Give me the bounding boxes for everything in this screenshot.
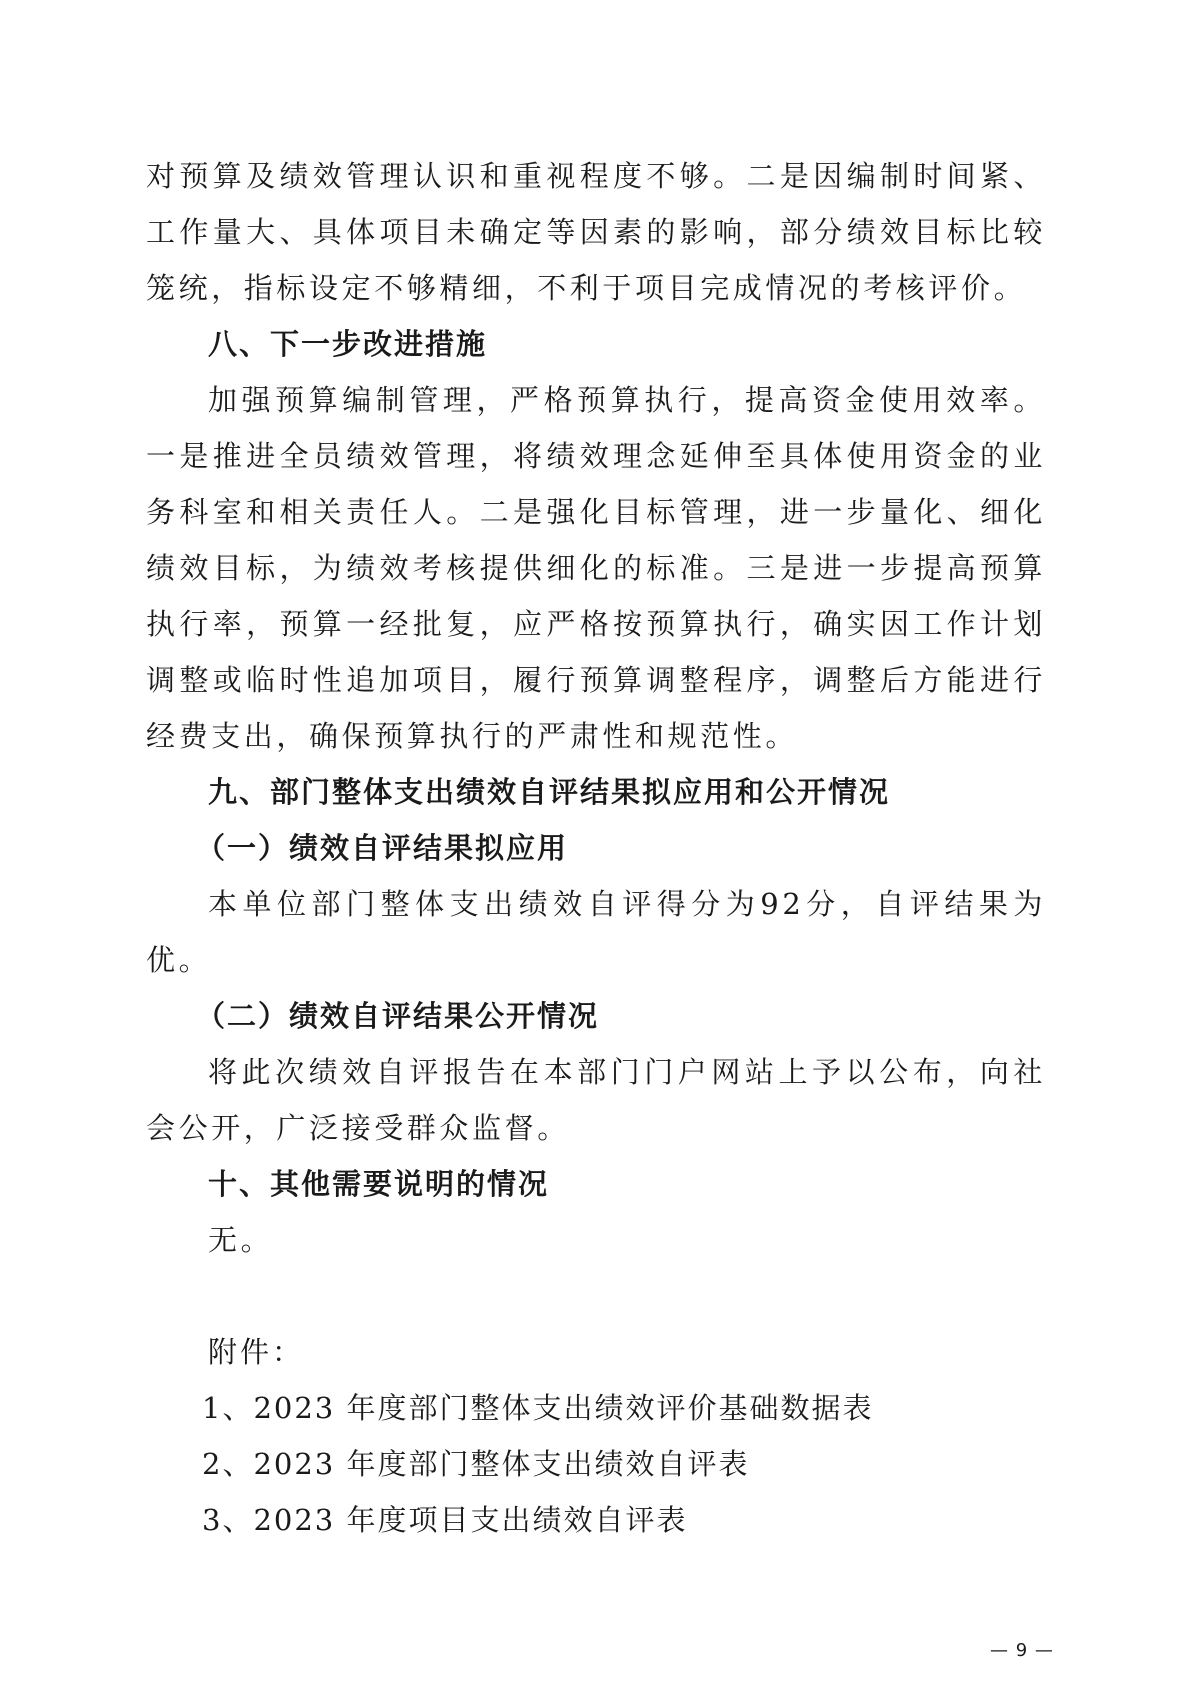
paragraph-disclosure: 将此次绩效自评报告在本部门门户网站上予以公布，向社会公开，广泛接受群众监督。 — [146, 1055, 1046, 1145]
paragraph-none: 无。 — [208, 1223, 274, 1257]
section-heading-8: 八、下一步改进措施 — [208, 327, 488, 361]
attachment-item-2: 2、2023 年度部门整体支出绩效自评表 — [202, 1447, 750, 1481]
spacer — [146, 1268, 1046, 1324]
attachments-label: 附件： — [208, 1335, 305, 1369]
subheading-disclosure: （二）绩效自评结果公开情况 — [196, 999, 600, 1033]
page-number: — 9 — — [990, 1640, 1054, 1661]
attachment-item-3: 3、2023 年度项目支出绩效自评表 — [202, 1503, 688, 1537]
document-body — [146, 148, 1046, 1548]
section-heading-9: 九、部门整体支出绩效自评结果拟应用和公开情况 — [208, 775, 891, 809]
paragraph-score: 本单位部门整体支出绩效自评得分为92分，自评结果为优。 — [146, 887, 1046, 977]
section-heading-10: 十、其他需要说明的情况 — [208, 1167, 550, 1201]
attachment-item-1: 1、2023 年度部门整体支出绩效评价基础数据表 — [202, 1391, 874, 1425]
subheading-application: （一）绩效自评结果拟应用 — [196, 831, 569, 865]
paragraph-improvement-measures: 加强预算编制管理，严格预算执行，提高资金使用效率。一是推进全员绩效管理，将绩效理念延伸至具体使用资金的业务科室和相关责任人。二是强化目标管理，进一步量化、细化绩效目标，为绩效考核提供细化的标准。三是进一步提高预算执行率，预算一经批复，应严格按预算执行，确实因工作计划调整或临时性追加项目，履行预算调整程序，调整后方能进行经费支出，确保预算执行的严肃性和规范性。 — [146, 383, 1046, 753]
paragraph-continued: 对预算及绩效管理认识和重视程度不够。二是因编制时间紧、工作量大、具体项目未确定等因素的影响，部分绩效目标比较笼统，指标设定不够精细，不利于项目完成情况的考核评价。 — [146, 159, 1046, 305]
